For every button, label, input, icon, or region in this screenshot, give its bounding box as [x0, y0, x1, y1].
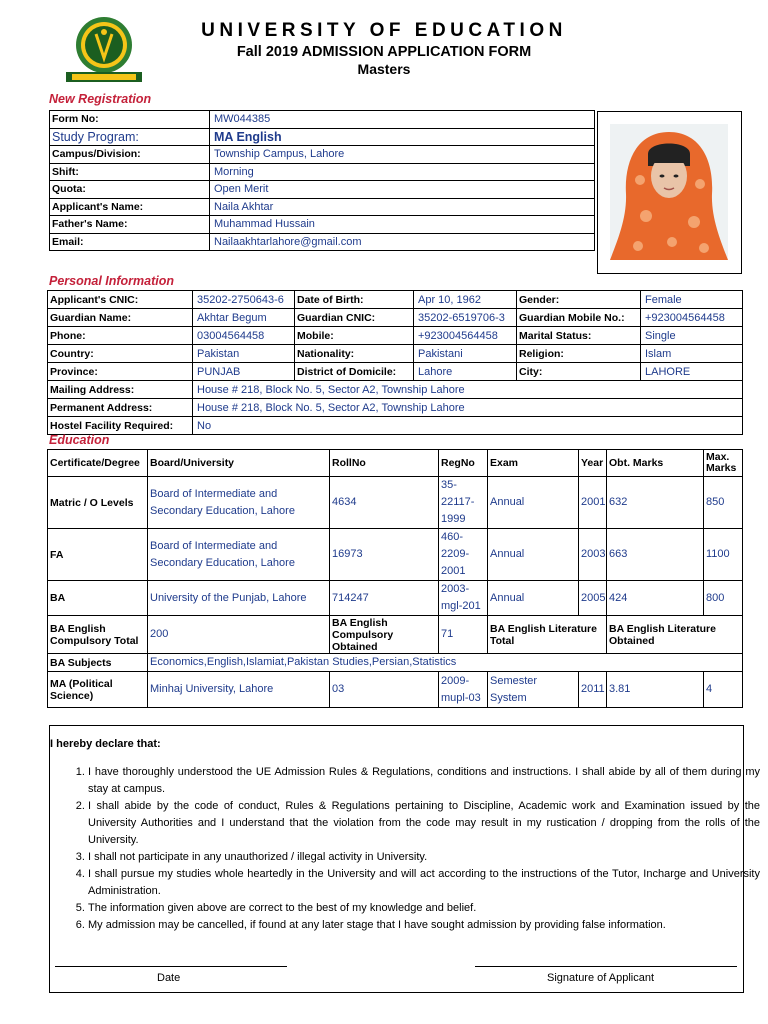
field-value: Single	[641, 327, 743, 345]
field-label: Email:	[50, 233, 210, 251]
program-level: Masters	[357, 61, 411, 77]
col-board: Board/University	[148, 450, 330, 477]
table-row	[50, 111, 595, 129]
field-value: Pakistan	[193, 345, 295, 363]
field-label: Hostel Facility Required:	[48, 417, 193, 435]
field-label: Guardian Name:	[48, 309, 193, 327]
field-label: Father's Name:	[50, 216, 210, 234]
table-row: FA Board of Intermediate and Secondary Education, Lahore 16973 460-2209-2001 Annual 2003 663 1100	[48, 529, 743, 581]
field-label: Marital Status:	[517, 327, 641, 345]
field-value: House # 218, Block No. 5, Sector A2, Township Lahore	[193, 399, 743, 417]
field-label: Province:	[48, 363, 193, 381]
list-item: 4. I shall pursue my studies whole heartedly in the University and will act according to the instructions of the Tutor, Incharge and University Administration.	[88, 866, 760, 900]
list-item: 5. The information given above are correct to the best of my knowledge and belief.	[88, 900, 760, 917]
declaration-heading: I hereby declare that:	[50, 738, 161, 750]
table-row	[48, 309, 743, 327]
col-certificate: Certificate/Degree	[48, 450, 148, 477]
signature-label: Signature of Applicant	[547, 972, 655, 984]
field-value: 35202-2750643-6	[193, 291, 295, 309]
table-row	[48, 345, 743, 363]
field-label: Guardian Mobile No.:	[517, 309, 641, 327]
table-row	[50, 198, 595, 216]
date-line	[55, 966, 287, 967]
field-value: House # 218, Block No. 5, Sector A2, Township Lahore	[193, 381, 743, 399]
field-value: Naila Akhtar	[210, 198, 595, 216]
field-label: Quota:	[50, 181, 210, 199]
field-value: Morning	[210, 163, 595, 181]
field-label: Phone:	[48, 327, 193, 345]
table-row	[50, 233, 595, 251]
table-row	[50, 216, 595, 234]
declaration-list	[68, 764, 760, 934]
col-max-marks: Max. Marks	[704, 450, 743, 477]
field-value: Muhammad Hussain	[210, 216, 595, 234]
table-row	[50, 181, 595, 199]
section-new-registration: New Registration	[49, 92, 152, 106]
table-row	[50, 146, 595, 164]
field-value: PUNJAB	[193, 363, 295, 381]
field-value: Islam	[641, 345, 743, 363]
field-label: Date of Birth:	[295, 291, 414, 309]
field-value: 35202-6519706-3	[414, 309, 517, 327]
col-exam: Exam	[488, 450, 579, 477]
date-label: Date	[157, 972, 181, 984]
field-label: Applicant's Name:	[50, 198, 210, 216]
col-regno: RegNo	[439, 450, 488, 477]
table-row	[50, 128, 595, 146]
section-personal-information: Personal Information	[49, 274, 175, 288]
field-value: Lahore	[414, 363, 517, 381]
col-rollno: RollNo	[330, 450, 439, 477]
field-label: Form No:	[50, 111, 210, 129]
field-value: Open Merit	[210, 181, 595, 199]
field-label: Study Program:	[50, 128, 210, 146]
table-row	[48, 363, 743, 381]
table-row: BA University of the Punjab, Lahore 714247 2003-mgl-201 Annual 2005 424 800	[48, 581, 743, 616]
table-row: MA (Political Science) Minhaj University, Lahore 03 2009-mupl-03 Semester System 2011 3.81 4	[48, 672, 743, 708]
field-label: Guardian CNIC:	[295, 309, 414, 327]
university-title: UNIVERSITY OF EDUCATION	[201, 20, 567, 41]
field-label: Mailing Address:	[48, 381, 193, 399]
applicant-photo	[610, 124, 728, 260]
education-table	[47, 449, 743, 708]
list-item: 2. I shall abide by the code of conduct, Rules & Regulations pertaining to Discipline, Academic work and Examination issued by the University Authorities and I understand that the violation from the code may result in my rustication / dropping from the rolls of the University.	[88, 798, 760, 849]
field-value: +923004564458	[414, 327, 517, 345]
field-value: Akhtar Begum	[193, 309, 295, 327]
personal-info-table	[47, 290, 743, 435]
field-value: 03004564458	[193, 327, 295, 345]
table-row	[48, 291, 743, 309]
field-label: Shift:	[50, 163, 210, 181]
field-value: +923004564458	[641, 309, 743, 327]
list-item: 6. My admission may be cancelled, if found at any later stage that I have sought admission by providing false information.	[88, 917, 760, 934]
field-value: No	[193, 417, 743, 435]
list-item: 1. I have thoroughly understood the UE Admission Rules & Regulations, conditions and instructions. I shall abide by all of them during my stay at campus.	[88, 764, 760, 798]
col-year: Year	[579, 450, 607, 477]
applicant-photo-frame	[597, 111, 742, 274]
section-education: Education	[49, 433, 110, 447]
field-value: LAHORE	[641, 363, 743, 381]
col-obt-marks: Obt. Marks	[607, 450, 704, 477]
table-row	[50, 163, 595, 181]
field-label: Nationality:	[295, 345, 414, 363]
declaration-box	[49, 725, 760, 993]
field-value: Apr 10, 1962	[414, 291, 517, 309]
field-label: District of Domicile:	[295, 363, 414, 381]
form-title: Fall 2019 ADMISSION APPLICATION FORM	[236, 44, 532, 60]
field-value: Female	[641, 291, 743, 309]
table-row	[48, 381, 743, 399]
table-row	[48, 417, 743, 435]
field-value: Township Campus, Lahore	[210, 146, 595, 164]
table-row	[48, 327, 743, 345]
field-label: Gender:	[517, 291, 641, 309]
field-value: MA English	[210, 128, 595, 146]
list-item: 3. I shall not participate in any unauthorized / illegal activity in University.	[88, 849, 760, 866]
table-row: Matric / O Levels Board of Intermediate and Secondary Education, Lahore 4634 35-22117-1999 Annual 2001 632 850	[48, 477, 743, 529]
ba-subjects-row: BA Subjects Economics,English,Islamiat,Pakistan Studies,Persian,Statistics	[48, 654, 743, 672]
education-header-row	[48, 450, 743, 477]
field-label: City:	[517, 363, 641, 381]
field-label: Religion:	[517, 345, 641, 363]
table-row	[48, 399, 743, 417]
registration-table	[49, 110, 595, 251]
field-label: Permanent Address:	[48, 399, 193, 417]
ba-english-row: BA English Compulsory Total 200 BA English Compulsory Obtained 71 BA English Literature Total BA English Literature Obtained	[48, 616, 743, 654]
field-label: Applicant's CNIC:	[48, 291, 193, 309]
field-value: Pakistani	[414, 345, 517, 363]
field-label: Campus/Division:	[50, 146, 210, 164]
field-value: Nailaakhtarlahore@gmail.com	[210, 233, 595, 251]
signature-line	[475, 966, 737, 967]
field-value: MW044385	[210, 111, 595, 129]
field-label: Mobile:	[295, 327, 414, 345]
field-label: Country:	[48, 345, 193, 363]
